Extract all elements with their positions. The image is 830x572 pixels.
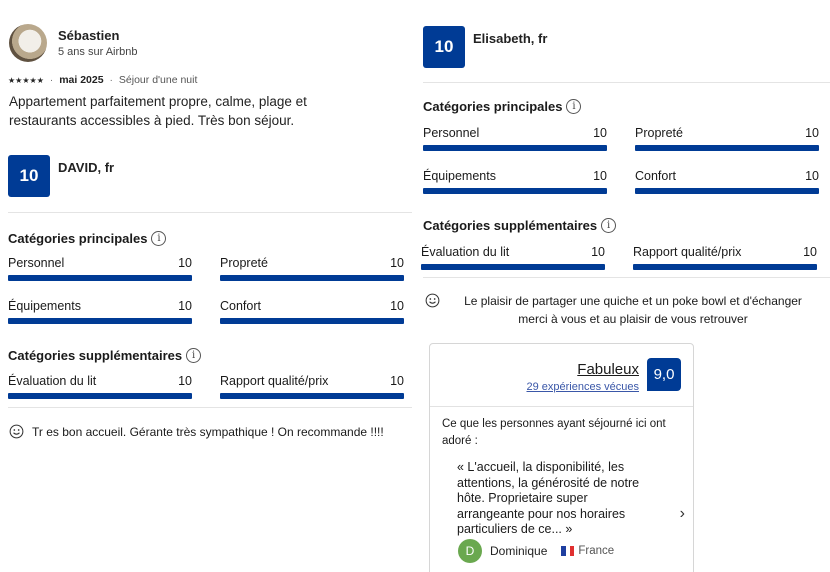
metric-bar [421,264,605,270]
quote-author [458,539,614,563]
info-icon[interactable]: i [186,348,201,363]
chevron-right-icon[interactable]: › [679,505,685,522]
reviewer-tenure: 5 ans sur Airbnb [58,46,138,58]
review-meta: ★★★★★ · mai 2025 · Séjour d'une nuit [8,74,198,86]
divider [423,82,830,83]
metric-proprete: Propreté 10 [635,126,819,151]
info-icon[interactable]: i [566,99,581,114]
avatar [9,24,47,62]
author-country: France [555,545,614,557]
info-icon[interactable]: i [601,218,616,233]
metric-rapport-qualite-prix: Rapport qualité/prix 10 [220,374,404,399]
review-date: mai 2025 [59,74,104,86]
highlight-quote: « L'accueil, la disponibilité, les attentions, la générosité de notre hôte. Proprietaire super arrangeante pour nos horaires particuliers de ce... » [457,460,640,536]
reviewer-name: Elisabeth, fr [473,31,548,46]
info-icon[interactable]: i [151,231,166,246]
metric-bar [633,264,817,270]
review-comment: Tr es bon accueil. Gérante très sympathique ! On recommande !!!! [9,423,409,441]
comment-line: merci à vous et au plaisir de vous retrouver [518,312,748,326]
divider [8,407,412,408]
rating-word[interactable]: Fabuleux [577,361,639,378]
france-flag-icon [561,546,574,556]
metric-bar [8,275,192,281]
metric-bar [220,393,404,399]
reviewer-name: DAVID, fr [58,160,115,175]
score-badge: 10 [423,26,465,68]
overall-score-badge: 9,0 [647,358,681,391]
main-categories-title: Catégories principales i [423,99,581,114]
extra-categories-title: Catégories supplémentaires i [8,348,201,363]
divider [8,212,412,213]
highlights-intro: Ce que les personnes ayant séjourné ici ont adoré : [442,418,666,447]
comment-line: Le plaisir de partager une quiche et un poke bowl et d'échanger [464,294,802,308]
smile-icon [425,293,440,308]
metric-lit: Évaluation du lit 10 [421,245,605,270]
metric-bar [635,188,819,194]
extra-categories-title: Catégories supplémentaires i [423,218,616,233]
metric-personnel: Personnel 10 [8,256,192,281]
metric-lit: Évaluation du lit 10 [8,374,192,399]
metric-bar [220,275,404,281]
review-text: Appartement parfaitement propre, calme, plage et restaurants accessibles à pied. Très bon séjour. [9,94,307,128]
metric-rapport-qualite-prix: Rapport qualité/prix 10 [633,245,817,270]
metric-bar [423,188,607,194]
metric-bar [8,393,192,399]
metric-bar [423,145,607,151]
smile-icon [9,424,24,439]
metric-equipements: Équipements 10 [423,169,607,194]
review-count-link[interactable]: 29 expériences vécues [526,381,639,393]
divider [430,406,693,407]
review-summary-card[interactable] [429,343,694,572]
reviewer-name: Sébastien [58,28,120,43]
stay-type: Séjour d'une nuit [118,74,198,86]
divider [423,277,830,278]
metric-bar [220,318,404,324]
author-name: Dominique [490,544,548,558]
metric-bar [8,318,192,324]
main-categories-title: Catégories principales i [8,231,166,246]
metric-confort: Confort 10 [635,169,819,194]
metric-bar [635,145,819,151]
score-badge: 10 [8,155,50,197]
metric-proprete: Propreté 10 [220,256,404,281]
avatar: D [458,539,482,563]
star-rating-icon: ★★★★★ [8,76,44,85]
metric-confort: Confort 10 [220,299,404,324]
review-comment [425,292,825,328]
metric-equipements: Équipements 10 [8,299,192,324]
metric-personnel: Personnel 10 [423,126,607,151]
